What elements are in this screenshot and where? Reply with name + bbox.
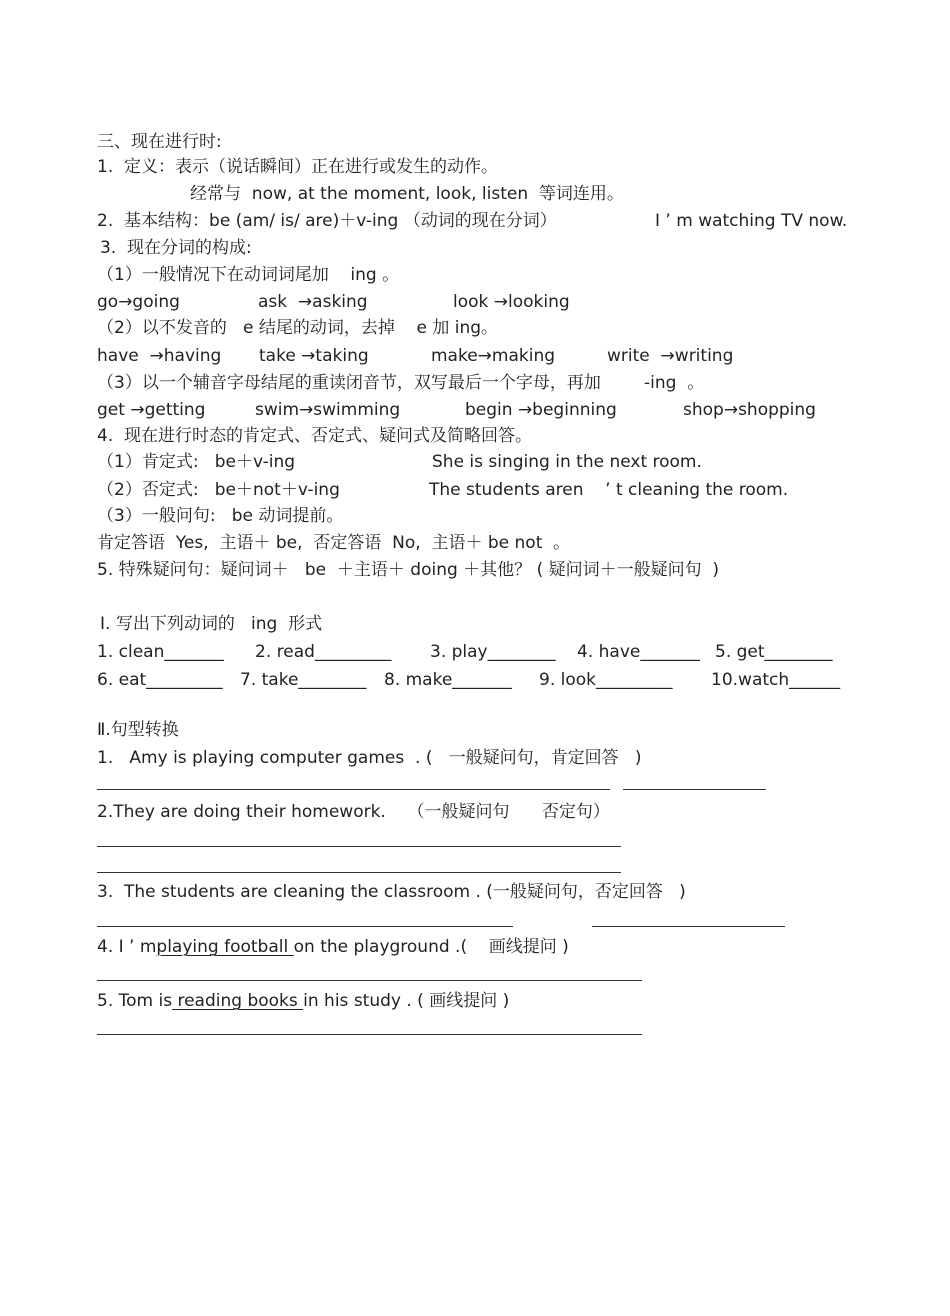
- question-5-prefix: 5. Tom is: [97, 991, 173, 1011]
- question-5-suffix: in his study . ( 画线提问 ): [303, 991, 510, 1011]
- example-item: look →looking: [453, 292, 570, 312]
- rule-1: （1）一般情况下在动词词尾加 ing 。: [97, 265, 400, 285]
- affirmative-label: （1）肯定式: be＋v-ing: [97, 452, 296, 472]
- verb-blank[interactable]: 6. eat_________: [97, 670, 223, 690]
- answer-line[interactable]: [97, 926, 513, 927]
- verb-blank[interactable]: 10.watch______: [711, 670, 841, 690]
- answer-line[interactable]: [623, 789, 766, 790]
- question-3: 3. The students are cleaning the classroom . (一般疑问句，否定回答 ): [97, 882, 686, 902]
- exercise1-heading: Ⅰ. 写出下列动词的 ing 形式: [100, 614, 323, 634]
- example-item: begin →beginning: [465, 400, 617, 420]
- negative-example: The students aren ’ t cleaning the room.: [429, 480, 789, 500]
- example-item: take →taking: [259, 346, 369, 366]
- exercise2-heading: Ⅱ.句型转换: [97, 720, 179, 740]
- answer-line[interactable]: [97, 872, 621, 873]
- example-item: get →getting: [97, 400, 206, 420]
- example-item: go→going: [97, 292, 180, 312]
- short-answers: 肯定答语 Yes, 主语＋ be, 否定答语 No, 主语＋ be not 。: [97, 533, 571, 553]
- underlined-phrase: playing football: [156, 937, 294, 957]
- example-item: have →having: [97, 346, 222, 366]
- verb-blank[interactable]: 5. get________: [715, 642, 833, 662]
- verb-blank[interactable]: 8. make_______: [384, 670, 512, 690]
- example-item: write →writing: [607, 346, 734, 366]
- structure-example: I ’ m watching TV now.: [655, 211, 848, 231]
- definition-note: 经常与 now, at the moment, look, listen 等词连用。: [190, 184, 624, 204]
- affirmative-example: She is singing in the next room.: [432, 452, 702, 472]
- example-item: ask →asking: [258, 292, 368, 312]
- answer-line[interactable]: [97, 789, 610, 790]
- wh-question-line: 5. 特殊疑问句：疑问词＋ be ＋主语＋ doing ＋其他？ ( 疑问词＋一般疑问句 ): [97, 560, 720, 580]
- rule-2: （2）以不发音的 e 结尾的动词，去掉 e 加 ing。: [97, 318, 499, 338]
- forms-heading: 4. 现在进行时态的肯定式、否定式、疑问式及简略回答。: [97, 426, 533, 446]
- question-4: [97, 936, 569, 958]
- example-item: shop→shopping: [683, 400, 816, 420]
- verb-blank[interactable]: 2. read_________: [255, 642, 392, 662]
- answer-line[interactable]: [97, 1034, 642, 1035]
- structure-line: 2. 基本结构：be (am/ is/ are)＋v-ing （动词的现在分词）: [97, 211, 557, 231]
- question-2: 2.They are doing their homework. （一般疑问句 否定句）: [97, 802, 610, 822]
- question-4-prefix: 4. I ’ m: [97, 937, 157, 957]
- answer-line[interactable]: [97, 980, 642, 981]
- rule-3: （3）以一个辅音字母结尾的重读闭音节，双写最后一个字母，再加 -ing 。: [97, 373, 705, 393]
- verb-blank[interactable]: 4. have_______: [577, 642, 700, 662]
- answer-line[interactable]: [97, 846, 621, 847]
- question-4-suffix: on the playground .( 画线提问 ): [293, 937, 569, 957]
- participle-heading: 3. 现在分词的构成:: [100, 238, 252, 258]
- definition-line: 1. 定义：表示（说话瞬间）正在进行或发生的动作。: [97, 157, 499, 177]
- underlined-phrase: reading books: [172, 991, 304, 1011]
- negative-label: （2）否定式: be＋not＋v-ing: [97, 480, 340, 500]
- answer-line[interactable]: [592, 926, 785, 927]
- question-1: 1. Amy is playing computer games . ( 一般疑问句，肯定回答 ): [97, 748, 642, 768]
- example-item: swim→swimming: [255, 400, 401, 420]
- verb-blank[interactable]: 7. take________: [240, 670, 367, 690]
- example-item: make→making: [431, 346, 556, 366]
- verb-blank[interactable]: 1. clean_______: [97, 642, 224, 662]
- verb-blank[interactable]: 3. play________: [430, 642, 556, 662]
- section-heading: 三、现在进行时:: [97, 132, 222, 152]
- verb-blank[interactable]: 9. look_________: [539, 670, 673, 690]
- question-label: （3）一般问句: be 动词提前。: [97, 506, 344, 526]
- question-5: [97, 990, 509, 1012]
